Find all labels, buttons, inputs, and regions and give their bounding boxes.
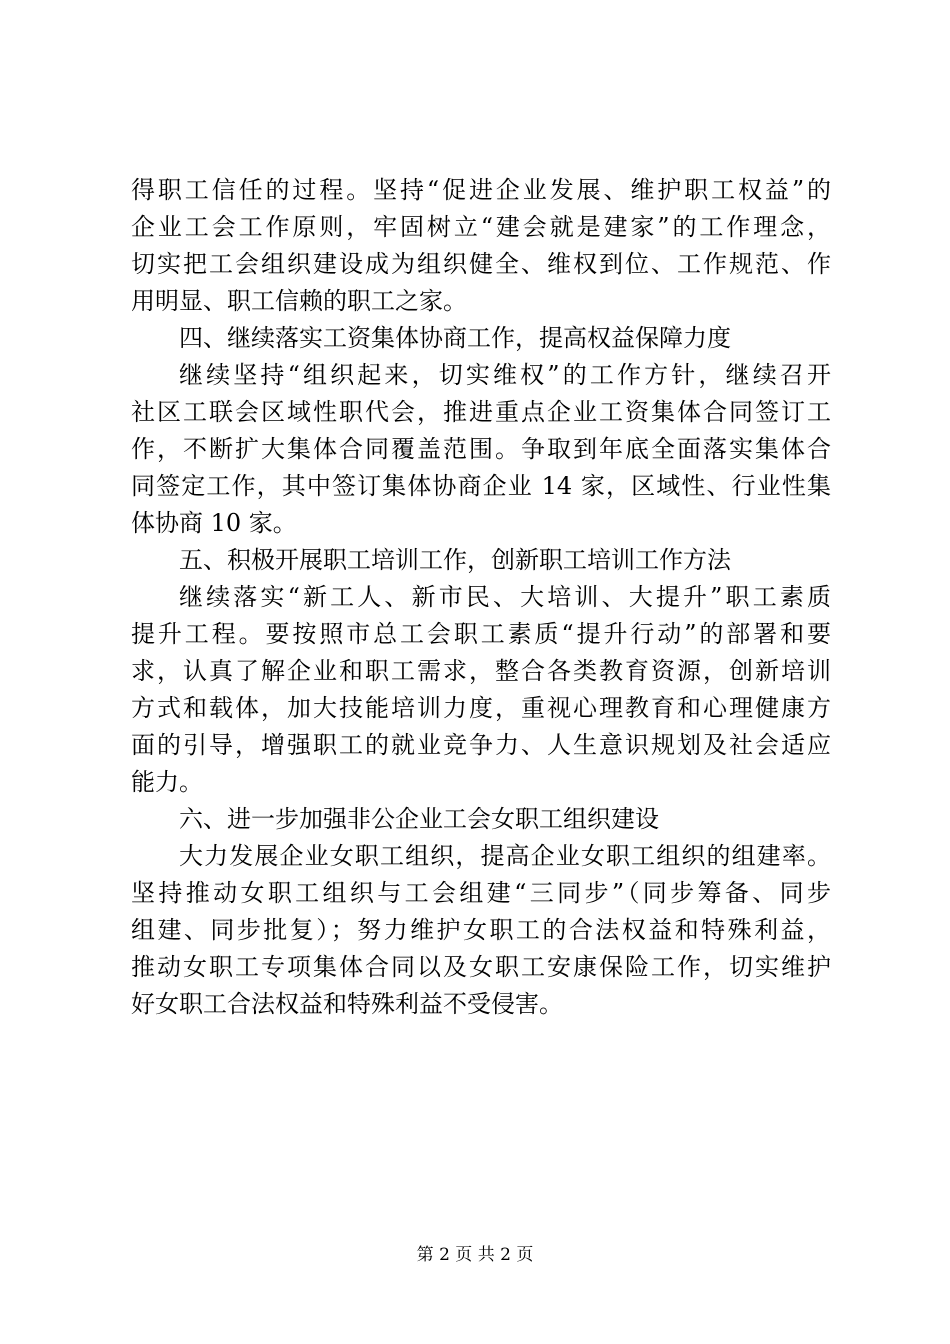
text-line: 面的引导，增强职工的就业竞争力、人生意识规划及社会适应 bbox=[131, 731, 831, 759]
text-line: 继续落实“新工人、新市民、大培训、大提升”职工素质 bbox=[179, 583, 831, 611]
text-line: 同签定工作，其中签订集体协商企业 14 家，区域性、行业性集 bbox=[131, 472, 831, 500]
text-line: 体协商 10 家。 bbox=[131, 509, 297, 537]
text-line: 切实把工会组织建设成为组织健全、维权到位、工作规范、作 bbox=[131, 250, 831, 278]
text-line: 继续坚持“组织起来，切实维权”的工作方针，继续召开 bbox=[179, 361, 831, 389]
text-line: 用明显、职工信赖的职工之家。 bbox=[131, 287, 467, 315]
text-line: 社区工联会区域性职代会，推进重点企业工资集体合同签订工 bbox=[131, 398, 831, 426]
page-footer: 第 2 页 共 2 页 bbox=[416, 1245, 534, 1265]
text-line: 作，不断扩大集体合同覆盖范围。争取到年底全面落实集体合 bbox=[131, 435, 831, 463]
document-body bbox=[131, 172, 831, 1023]
text-line: 方式和载体，加大技能培训力度，重视心理教育和心理健康方 bbox=[131, 694, 831, 722]
text-line: 得职工信任的过程。坚持“促进企业发展、维护职工权益”的 bbox=[131, 176, 831, 204]
text-line: 推动女职工专项集体合同以及女职工安康保险工作，切实维护 bbox=[131, 953, 831, 981]
text-line: 提升工程。要按照市总工会职工素质“提升行动”的部署和要 bbox=[131, 620, 831, 648]
text-line: 企业工会工作原则，牢固树立“建会就是建家”的工作理念， bbox=[131, 213, 831, 241]
text-line: 五、积极开展职工培训工作，创新职工培训工作方法 bbox=[179, 546, 731, 574]
text-line: 大力发展企业女职工组织，提高企业女职工组织的组建率。 bbox=[179, 842, 831, 870]
text-line: 能力。 bbox=[131, 768, 203, 796]
text-line: 求，认真了解企业和职工需求，整合各类教育资源，创新培训 bbox=[131, 657, 831, 685]
text-line: 好女职工合法权益和特殊利益不受侵害。 bbox=[131, 990, 563, 1018]
text-line: 坚持推动女职工组织与工会组建“三同步”（同步筹备、同步 bbox=[131, 879, 831, 907]
text-line: 组建、同步批复）；努力维护女职工的合法权益和特殊利益， bbox=[131, 916, 831, 944]
text-line: 四、继续落实工资集体协商工作，提高权益保障力度 bbox=[179, 324, 731, 352]
text-line: 六、进一步加强非公企业工会女职工组织建设 bbox=[179, 805, 659, 833]
